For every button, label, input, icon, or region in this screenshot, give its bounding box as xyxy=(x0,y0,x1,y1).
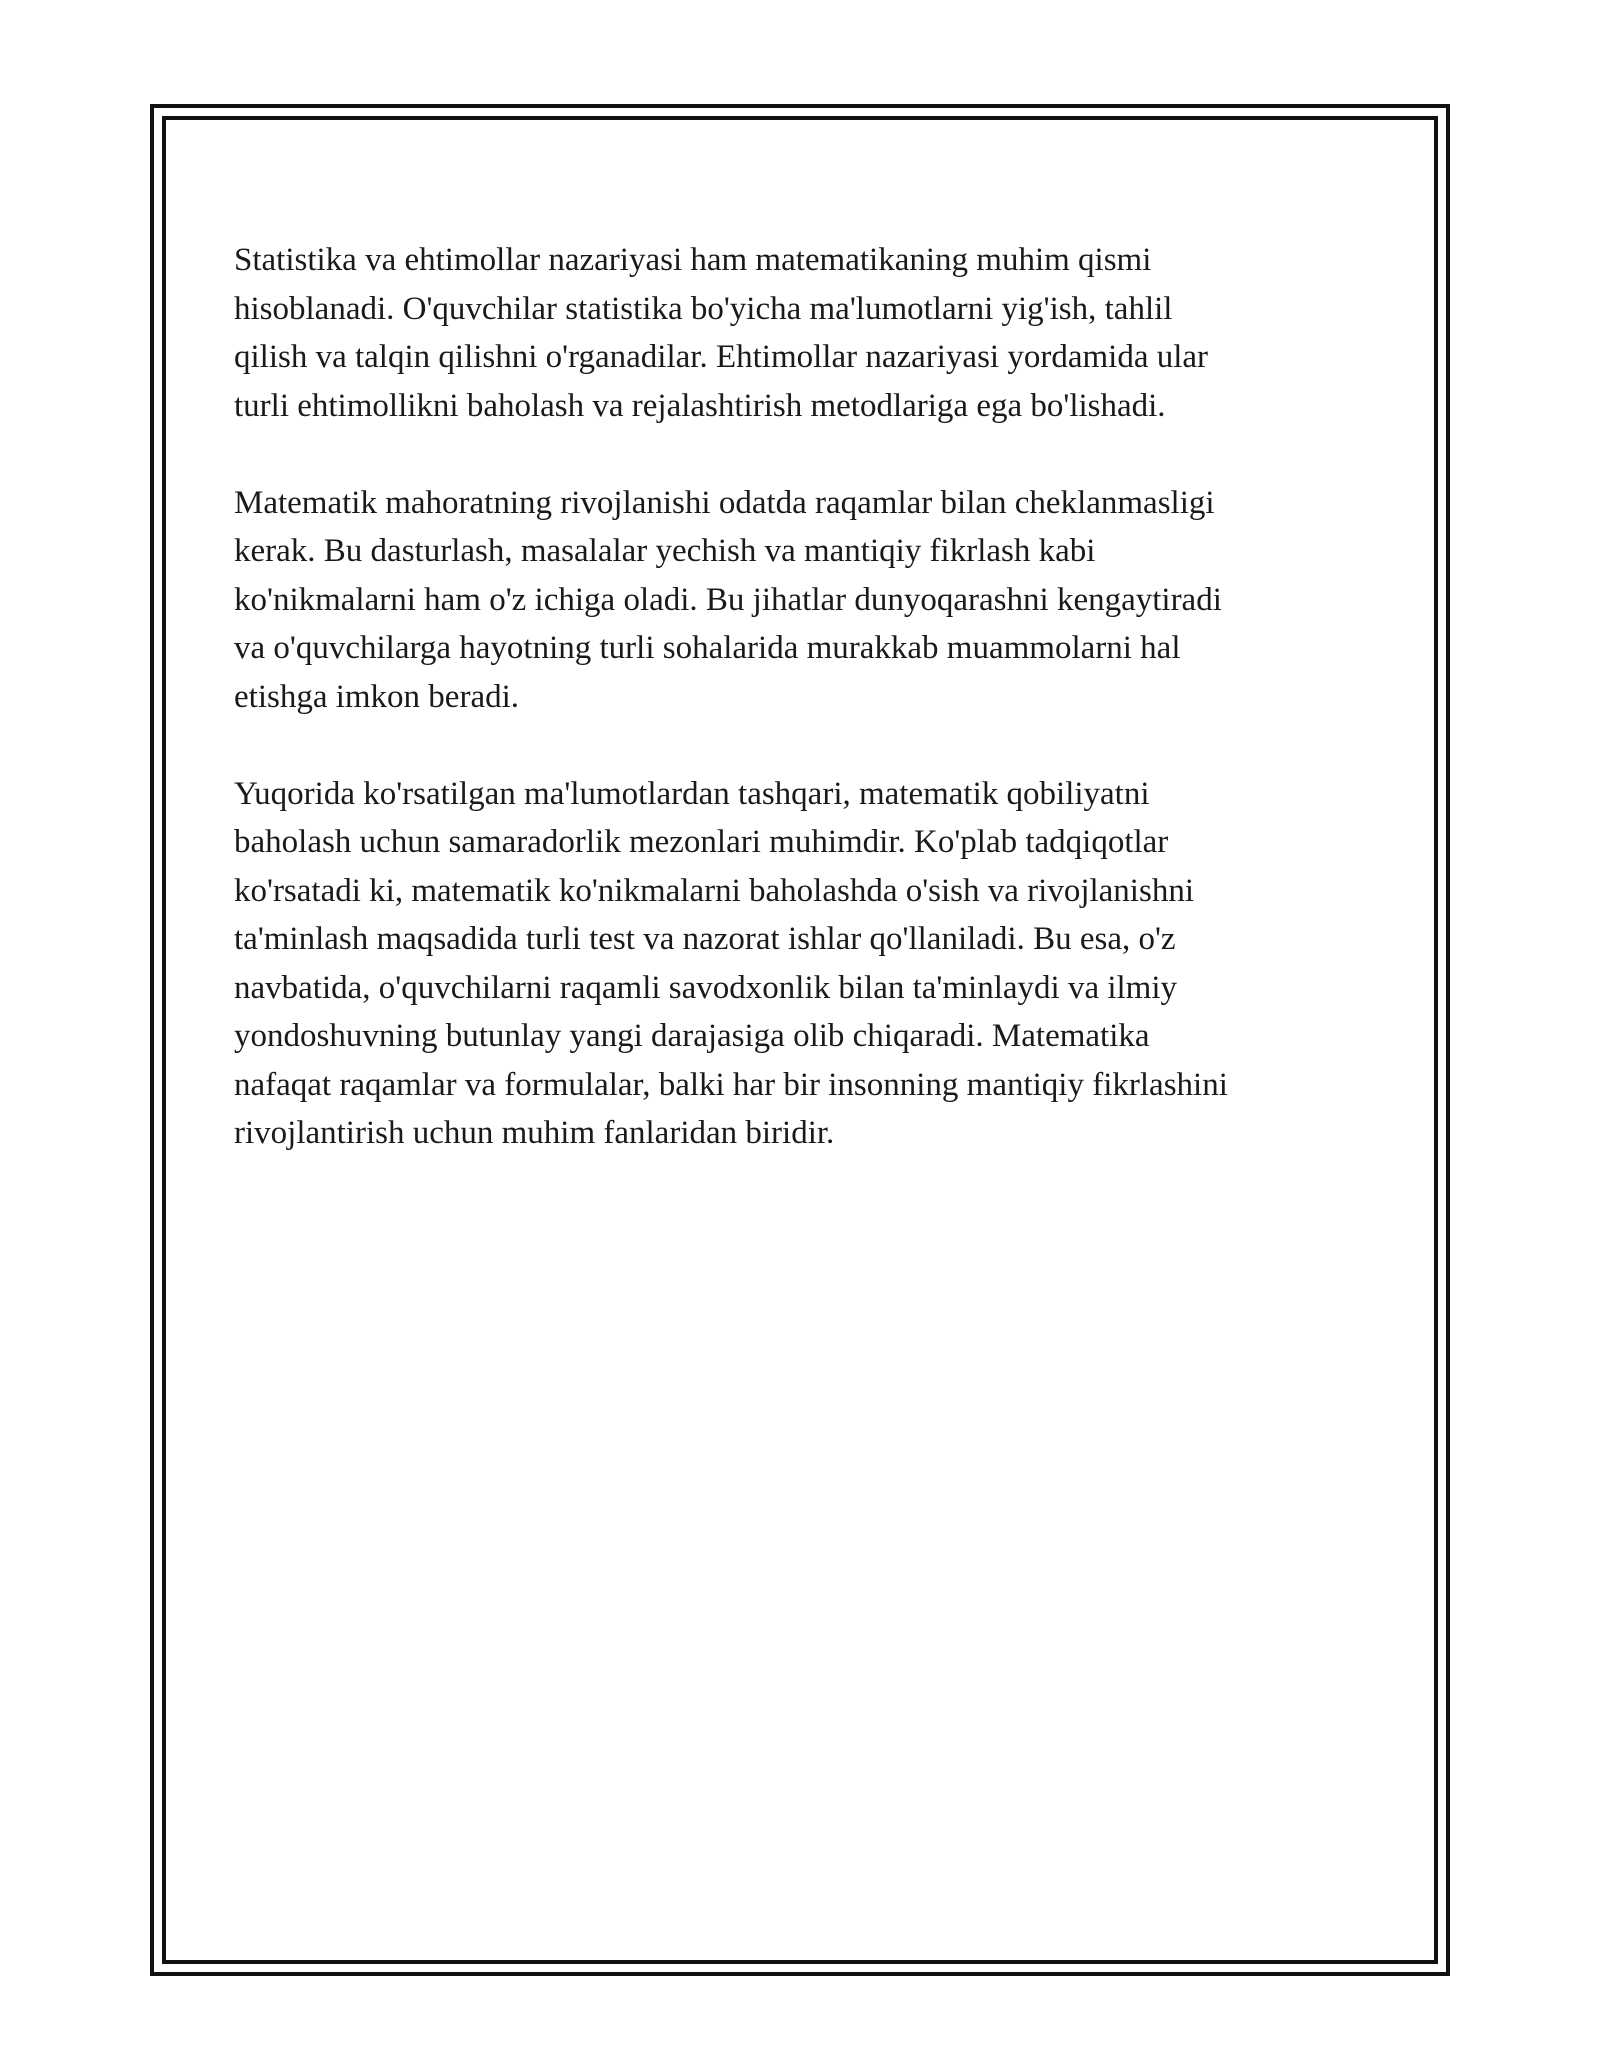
document-body xyxy=(234,236,1364,1206)
paragraph-math-skills: Matematik mahoratning rivojlanishi odatda raqamlar bilan cheklanmasligi kerak. Bu dasturlash, masalalar yechish va mantiqiy fikrlash kabi ko'nikmalarni ham o'z ichiga oladi. Bu jihatlar dunyoqarashni kengaytiradi va o'quvchilarga hayotning turli sohalarida murakkab muammolarni hal etishga imkon beradi. xyxy=(234,484,1222,715)
paragraph-assessment: Yuqorida ko'rsatilgan ma'lumotlardan tashqari, matematik qobiliyatni baholash uchun samaradorlik mezonlari muhimdir. Ko'plab tadqiqotlar ko'rsatadi ki, matematik ko'nikmalarni baholashda o'sish va rivojlanishni ta'minlash maqsadida turli test va nazorat ishlar qo'llaniladi. Bu esa, o'z navbatida, o'quvchilarni raqamli savodxonlik bilan ta'minlaydi va ilmiy yondoshuvning butunlay yangi darajasiga olib chiqaradi. Matematika nafaqat raqamlar va formulalar, balki har bir insonning mantiqiy fikrlashini rivojlantirish uchun muhim fanlaridan biridir. xyxy=(234,775,1228,1151)
paragraph-statistics: Statistika va ehtimollar nazariyasi ham matematikaning muhim qismi hisoblanadi. O'quvchilar statistika bo'yicha ma'lumotlarni yig'ish, tahlil qilish va talqin qilishni o'rganadilar. Ehtimollar nazariyasi yordamida ular turli ehtimollikni baholash va rejalashtirish metodlariga ega bo'lishadi. xyxy=(234,242,1209,424)
